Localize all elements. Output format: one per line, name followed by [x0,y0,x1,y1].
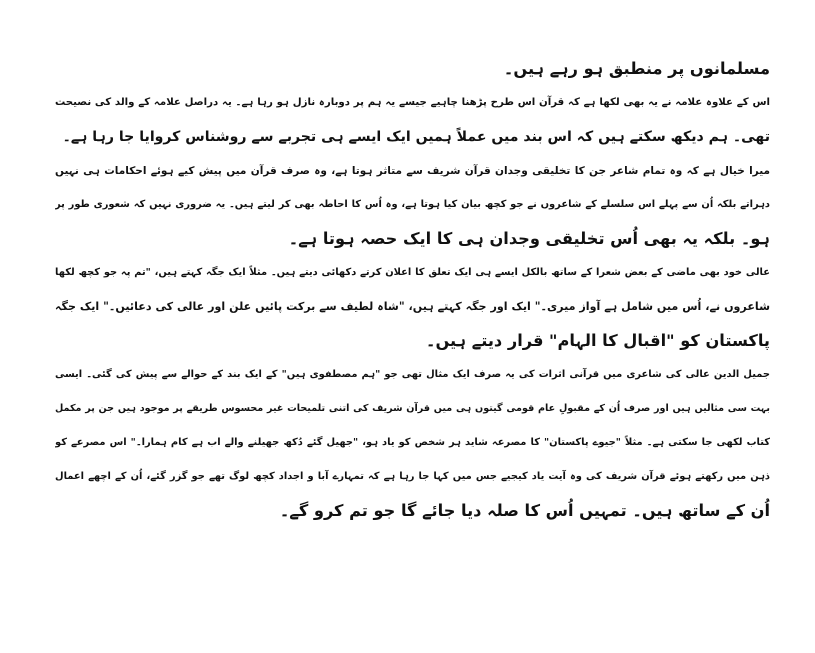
text-line: دہراتے بلکہ اُن سے پہلے اس سلسلے کے شاعروں نے جو کچھ بیان کیا ہوتا ہے، وہ اُس کا احاطہ بھی کر لیتے ہیں۔ یہ ضروری نہیں کہ شعوری طور پر [55,199,770,210]
text-line: ہو۔ بلکہ یہ بھی اُس تخلیقی وجدان ہی کا ایک حصہ ہوتا ہے۔ [288,229,770,248]
text-line: جمیل الدین عالی کی شاعری میں قرآنی اثرات کی یہ صرف ایک مثال تھی جو "ہم مصطفوی ہیں" کے ایک بند کے حوالے سے پیش کی گئی۔ ایسی [55,369,770,380]
text-line: اُن کے ساتھ ہیں۔ تمہیں اُس کا صلہ دیا جائے گا جو تم کرو گے۔ [279,501,770,520]
text-line: شاعروں نے، اُس میں شامل ہے آواز میری۔" ایک اور جگہ کہتے ہیں، "شاہ لطیف سے برکت پائیں علن اور عالی کی دعائیں۔" ایک جگہ [55,300,770,313]
text-line: عالی خود بھی ماضی کے بعض شعرا کے ساتھ بالکل ایسے ہی ایک تعلق کا اعلان کرتے دکھائی دیتے ہیں۔ مثلاً ایک جگہ کہتے ہیں، "تم پہ جو کچھ لکھا [55,267,770,278]
urdu-text-body [55,52,770,528]
text-line: میرا خیال ہے کہ وہ تمام شاعر جن کا تخلیقی وجدان قرآن شریف سے متاثر ہوتا ہے، وہ صرف قرآن میں پیش کیے ہوئے احکامات ہی نہیں [55,165,770,177]
text-line: بہت سی مثالیں ہیں اور صرف اُن کے مقبولِ عام قومی گیتوں ہی میں قرآن شریف کی اتنی تلمیحات غیر محسوس طریقے پر موجود ہیں جن پر مکمل [55,403,770,414]
text-line: مسلمانوں پر منطبق ہو رہے ہیں۔ [503,59,770,78]
text-line: تھی۔ ہم دیکھ سکتے ہیں کہ اس بند میں عملاً ہمیں ایک ایسے ہی تجربے سے روشناس کروایا جا رہا ہے۔ [62,129,770,145]
text-line: پاکستان کو "اقبال کا الہام" قرار دیتے ہیں۔ [425,331,770,350]
text-line: اس کے علاوہ علامہ نے یہ بھی لکھا ہے کہ قرآن اس طرح پڑھنا چاہیے جیسے یہ ہم پر دوبارہ نازل ہو رہا ہے۔ یہ دراصل علامہ کے والد کی نصیحت [55,97,770,108]
text-line: کتاب لکھی جا سکتی ہے۔ مثلاً "جیوے پاکستان" کا مصرعہ شاید ہر شخص کو یاد ہو، "جھیل گئے دُکھ جھیلنے والے اب ہے کام ہمارا۔" اس مصرعے کو [55,437,770,448]
text-line: ذہن میں رکھتے ہوئے قرآن شریف کی وہ آیت یاد کیجیے جس میں کہا جا رہا ہے کہ تمہارے آبا و اجداد کچھ لوگ تھے جو گزر گئے، اُن کے اچھے اعمال [55,471,770,482]
